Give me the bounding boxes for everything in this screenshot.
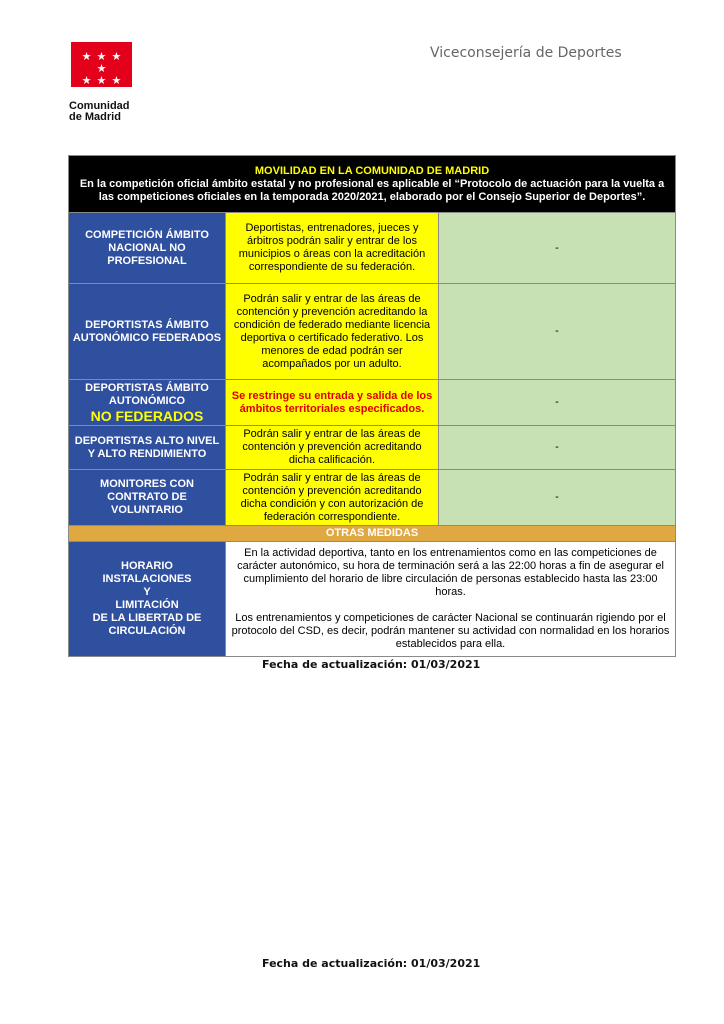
table-row	[69, 284, 676, 380]
org-name: Comunidad de Madrid	[69, 100, 130, 123]
table-row	[69, 470, 676, 526]
row-label: MONITORES CON CONTRATO DE VOLUNTARIO	[69, 470, 226, 526]
page-footer-date: Fecha de actualización: 01/03/2021	[262, 957, 481, 970]
row-rule: Deportistas, entrenadores, jueces y árbitros podrán salir y entrar de los municipios o áreas con la acreditación correspondiente de su federación.	[226, 213, 439, 284]
row-extra: -	[439, 284, 676, 380]
row-extra: -	[439, 380, 676, 426]
row-rule: Podrán salir y entrar de las áreas de contención y prevención acreditando dicha calificación.	[226, 426, 439, 470]
other-measures-title: OTRAS MEDIDAS	[69, 526, 676, 542]
table-row	[69, 426, 676, 470]
table-intro: En la competición oficial ámbito estatal y no profesional es aplicable el “Protocolo de actuación para la vuelta a las competiciones oficiales en la temporada 2020/2021, elaborado por el Consejo Superior de Deportes”.	[79, 177, 665, 203]
row-label: DEPORTISTAS ÁMBITO AUTONÓMICO NO FEDERADOS	[69, 380, 226, 426]
row-label: COMPETICIÓN ÁMBITO NACIONAL NO PROFESIONAL	[69, 213, 226, 284]
table-title: MOVILIDAD EN LA COMUNIDAD DE MADRID	[254, 164, 490, 177]
table-row	[69, 542, 676, 657]
row-label: HORARIO INSTALACIONES Y LIMITACIÓN DE LA LIBERTAD DE CIRCULACIÓN	[69, 542, 226, 657]
table-row	[69, 380, 676, 426]
row-extra: -	[439, 213, 676, 284]
table-header	[69, 156, 676, 213]
table-row	[69, 213, 676, 284]
no-federados-highlight: NO FEDERADOS	[90, 407, 204, 424]
row-label: DEPORTISTAS ÁMBITO AUTONÓMICO FEDERADOS	[69, 284, 226, 380]
schedule-text: En la actividad deportiva, tanto en los entrenamientos como en las competiciones de carácter autonómico, su hora de terminación será a las 22:00 horas a fin de asegurar el cumplimiento del horario de libre circulación de personas establecido hasta las 23:00 horas. Los entrenamientos y competiciones de carácter Nacional se continuarán rigiendo por el protocolo del CSD, es decir, podrán mantener su actividad con normalidad en los horarios establecidos para ella.	[226, 542, 676, 657]
row-rule: Se restringe su entrada y salida de los ámbitos territoriales especificados.	[226, 380, 439, 426]
row-rule: Podrán salir y entrar de las áreas de contención y prevención acreditando dicha condición y con autorización de federación correspondiente.	[226, 470, 439, 526]
madrid-flag-icon: ★ ★ ★ ★ ★ ★ ★	[71, 42, 132, 87]
department-name: Viceconsejería de Deportes	[430, 45, 622, 61]
row-extra: -	[439, 426, 676, 470]
comunidad-madrid-logo	[69, 42, 135, 123]
row-label: DEPORTISTAS ALTO NIVEL Y ALTO RENDIMIENTO	[69, 426, 226, 470]
row-rule: Podrán salir y entrar de las áreas de contención y prevención acreditando la condición de federado mediante licencia deportiva o certificado federativo. Los menores de edad podrán ser acompañados por un adulto.	[226, 284, 439, 380]
update-date: Fecha de actualización: 01/03/2021	[262, 658, 481, 671]
row-extra: -	[439, 470, 676, 526]
mobility-table	[68, 155, 676, 657]
